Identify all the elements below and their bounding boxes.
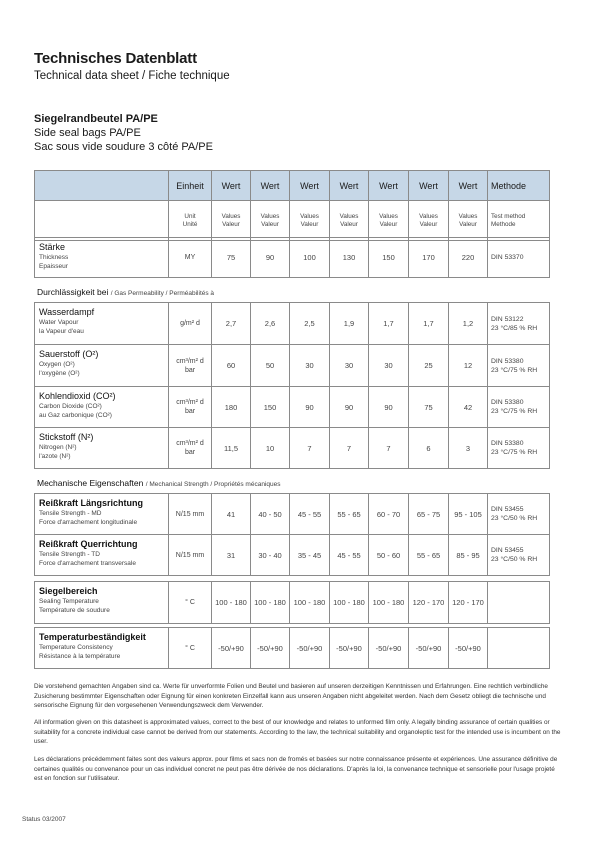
unit-cell: g/m² d [169, 303, 212, 345]
thickness-table [34, 237, 550, 278]
col-wert: Wert [449, 171, 488, 201]
product-name-en: Side seal bags PA/PE [34, 127, 141, 139]
method-cell: DIN 53455 23 °C/50 % RH [488, 494, 550, 535]
value-cell: 60 [212, 345, 251, 387]
value-cell: -50/+90 [251, 628, 290, 669]
unit-cell: MY [169, 238, 212, 278]
values-label: Values Valeur [330, 201, 369, 241]
value-cell: 1,9 [330, 303, 369, 345]
values-label: Values Valeur [212, 201, 251, 241]
method-cell [488, 582, 550, 624]
value-cell: 95 - 105 [449, 494, 488, 535]
value-cell: 41 [212, 494, 251, 535]
value-cell: 150 [251, 387, 290, 428]
value-cell: -50/+90 [409, 628, 449, 669]
header-row [35, 171, 550, 201]
value-cell: -50/+90 [330, 628, 369, 669]
unit-cell: ° C [169, 628, 212, 669]
value-cell: 50 - 60 [369, 535, 409, 576]
mechanical-table [34, 493, 550, 576]
table-row [35, 387, 550, 428]
col-wert: Wert [290, 171, 330, 201]
table-row [35, 535, 550, 576]
row-label: Stärke Thickness Epaisseur [35, 238, 169, 278]
value-cell: -50/+90 [212, 628, 251, 669]
value-cell: 60 - 70 [369, 494, 409, 535]
page-title: Technisches Datenblatt [34, 50, 197, 67]
value-cell: 100 - 180 [251, 582, 290, 624]
value-cell: 45 - 55 [290, 494, 330, 535]
value-cell: 1,2 [449, 303, 488, 345]
header-table [34, 170, 550, 241]
values-label: Values Valeur [449, 201, 488, 241]
value-cell: 130 [330, 238, 369, 278]
value-cell: 90 [369, 387, 409, 428]
value-cell: 180 [212, 387, 251, 428]
value-cell: 35 - 45 [290, 535, 330, 576]
page-subtitle: Technical data sheet / Fiche technique [34, 70, 230, 82]
method-cell: DIN 53380 23 °C/75 % RH [488, 428, 550, 469]
value-cell: 100 - 180 [290, 582, 330, 624]
row-label: Reißkraft Querrichtung Tensile Strength - TD Force d'arrachement transversale [35, 535, 169, 576]
value-cell: 42 [449, 387, 488, 428]
value-cell: -50/+90 [290, 628, 330, 669]
value-cell: 75 [212, 238, 251, 278]
value-cell: 7 [290, 428, 330, 469]
value-cell: 85 - 95 [449, 535, 488, 576]
value-cell: 30 [290, 345, 330, 387]
sealing-table [34, 581, 550, 624]
row-label: Reißkraft Längsrichtung Tensile Strength - MD Force d'arrachement longitudinale [35, 494, 169, 535]
table-row [35, 303, 550, 345]
value-cell: 31 [212, 535, 251, 576]
value-cell: 2,6 [251, 303, 290, 345]
method-cell: DIN 53380 23 °C/75 % RH [488, 387, 550, 428]
value-cell: 100 [290, 238, 330, 278]
section-mechanical: Mechanische Eigenschaften / Mechanical Strength / Propriétés mécaniques [37, 478, 281, 488]
unit-cell: cm³/m² d bar [169, 345, 212, 387]
value-cell: 100 - 180 [369, 582, 409, 624]
unit-cell: N/15 mm [169, 535, 212, 576]
value-cell: 55 - 65 [409, 535, 449, 576]
row-label: Sauerstoff (O²) Oxygen (O²) l'oxygène (O²) [35, 345, 169, 387]
table-row [35, 345, 550, 387]
value-cell: 170 [409, 238, 449, 278]
table-row [35, 628, 550, 669]
product-name-fr: Sac sous vide soudure 3 côté PA/PE [34, 141, 213, 153]
value-cell: 55 - 65 [330, 494, 369, 535]
table-row [35, 494, 550, 535]
col-wert: Wert [251, 171, 290, 201]
unit-label: Unit Unité [169, 201, 212, 241]
value-cell: 3 [449, 428, 488, 469]
permeability-table [34, 302, 550, 469]
value-cell: 75 [409, 387, 449, 428]
value-cell: 6 [409, 428, 449, 469]
unit-cell: cm³/m² d bar [169, 387, 212, 428]
value-cell: 90 [330, 387, 369, 428]
value-cell: -50/+90 [369, 628, 409, 669]
disclaimer-de: Die vorstehend gemachten Angaben sind ca. Werte für unverformte Folien und Beutel und basieren auf unseren derzeitigen Kenntnissen und Erfahrungen. Eine rechtlich verbindliche Zusicherung bestimmter Eigenschaften oder Eignung für einen konkreten Einzelfall kann aus unseren Angaben nicht abgeleitet werden. Nach dem Gesetz obliegt die technische und sensorische Eignung für den vorgesehenen Verwendungszweck dem Verwender. [34, 683, 548, 709]
row-label: Stickstoff (N²) Nitrogen (N²) l'azote (N²) [35, 428, 169, 469]
row-label: Kohlendioxid (CO²) Carbon Dioxide (CO²) au Gaz carbonique (CO²) [35, 387, 169, 428]
section-permeability: Durchlässigkeit bei / Gas Permeability / Perméabilités à [37, 287, 215, 297]
col-methode: Methode [488, 171, 550, 201]
unit-cell: cm³/m² d bar [169, 428, 212, 469]
value-cell: 1,7 [369, 303, 409, 345]
value-cell: 11,5 [212, 428, 251, 469]
header-blank [35, 171, 169, 201]
value-cell: 120 - 170 [449, 582, 488, 624]
value-cell: 7 [330, 428, 369, 469]
table-row [35, 238, 550, 278]
value-cell: 100 - 180 [212, 582, 251, 624]
temperature-table [34, 627, 550, 669]
col-einheit: Einheit [169, 171, 212, 201]
value-cell: 45 - 55 [330, 535, 369, 576]
value-cell: 120 - 170 [409, 582, 449, 624]
row-label: Wasserdampf Water Vapour la Vapeur d'eau [35, 303, 169, 345]
unit-cell: N/15 mm [169, 494, 212, 535]
value-cell: 65 - 75 [409, 494, 449, 535]
col-wert: Wert [330, 171, 369, 201]
method-cell [488, 628, 550, 669]
row-label: Siegelbereich Sealing Temperature Température de soudure [35, 582, 169, 624]
value-cell: 30 - 40 [251, 535, 290, 576]
table-row [35, 582, 550, 624]
value-cell: 220 [449, 238, 488, 278]
value-cell: 1,7 [409, 303, 449, 345]
value-cell: 100 - 180 [330, 582, 369, 624]
value-cell: 90 [290, 387, 330, 428]
disclaimer-fr: Les déclarations précédemment faites sont des valeurs approx. pour films et sacs non de fromés et basées sur notre connaissance présente et expériences. Une assurance définitive de certaines qualités ou convenance pour un cas individuel concret ne peut pas être dérivée de nos déclarations. D'après la loi, la convenance technique et sensorielle pour l'usage projeté est en fonction sur l'utilisateur. [34, 756, 558, 782]
value-cell: 50 [251, 345, 290, 387]
value-cell: 25 [409, 345, 449, 387]
value-cell: 12 [449, 345, 488, 387]
unit-cell: ° C [169, 582, 212, 624]
row-label: Temperaturbeständigkeit Temperature Consistency Résistance à la température [35, 628, 169, 669]
value-cell: 2,7 [212, 303, 251, 345]
product-names [34, 112, 213, 154]
values-label: Values Valeur [369, 201, 409, 241]
value-cell: 30 [330, 345, 369, 387]
value-cell: 2,5 [290, 303, 330, 345]
value-cell: 90 [251, 238, 290, 278]
values-label: Values Valeur [409, 201, 449, 241]
table-row [35, 428, 550, 469]
units-blank [35, 201, 169, 241]
col-wert: Wert [409, 171, 449, 201]
disclaimer-en: All information given on this datasheet is approximated values, correct to the best of our knowledge and relates to unformed film only. A legally binding assurance of certain qualities or suitability for a concrete individual case cannot be derived from our statements. According to the law, the technical suitability and organoleptic test for the intended use is incumbent on the user. [34, 719, 561, 745]
value-cell: 40 - 50 [251, 494, 290, 535]
units-row [35, 201, 550, 241]
method-cell: DIN 53380 23 °C/75 % RH [488, 345, 550, 387]
col-wert: Wert [369, 171, 409, 201]
value-cell: 10 [251, 428, 290, 469]
method-cell: DIN 53455 23 °C/50 % RH [488, 535, 550, 576]
values-label: Values Valeur [290, 201, 330, 241]
col-wert: Wert [212, 171, 251, 201]
values-label: Values Valeur [251, 201, 290, 241]
status-date: Status 03/2007 [22, 816, 66, 823]
product-name-de: Siegelrandbeutel PA/PE [34, 113, 158, 125]
value-cell: 30 [369, 345, 409, 387]
value-cell: 7 [369, 428, 409, 469]
method-label: Test method Methode [488, 201, 550, 241]
method-cell: DIN 53370 [488, 238, 550, 278]
method-cell: DIN 53122 23 °C/85 % RH [488, 303, 550, 345]
value-cell: 150 [369, 238, 409, 278]
value-cell: -50/+90 [449, 628, 488, 669]
